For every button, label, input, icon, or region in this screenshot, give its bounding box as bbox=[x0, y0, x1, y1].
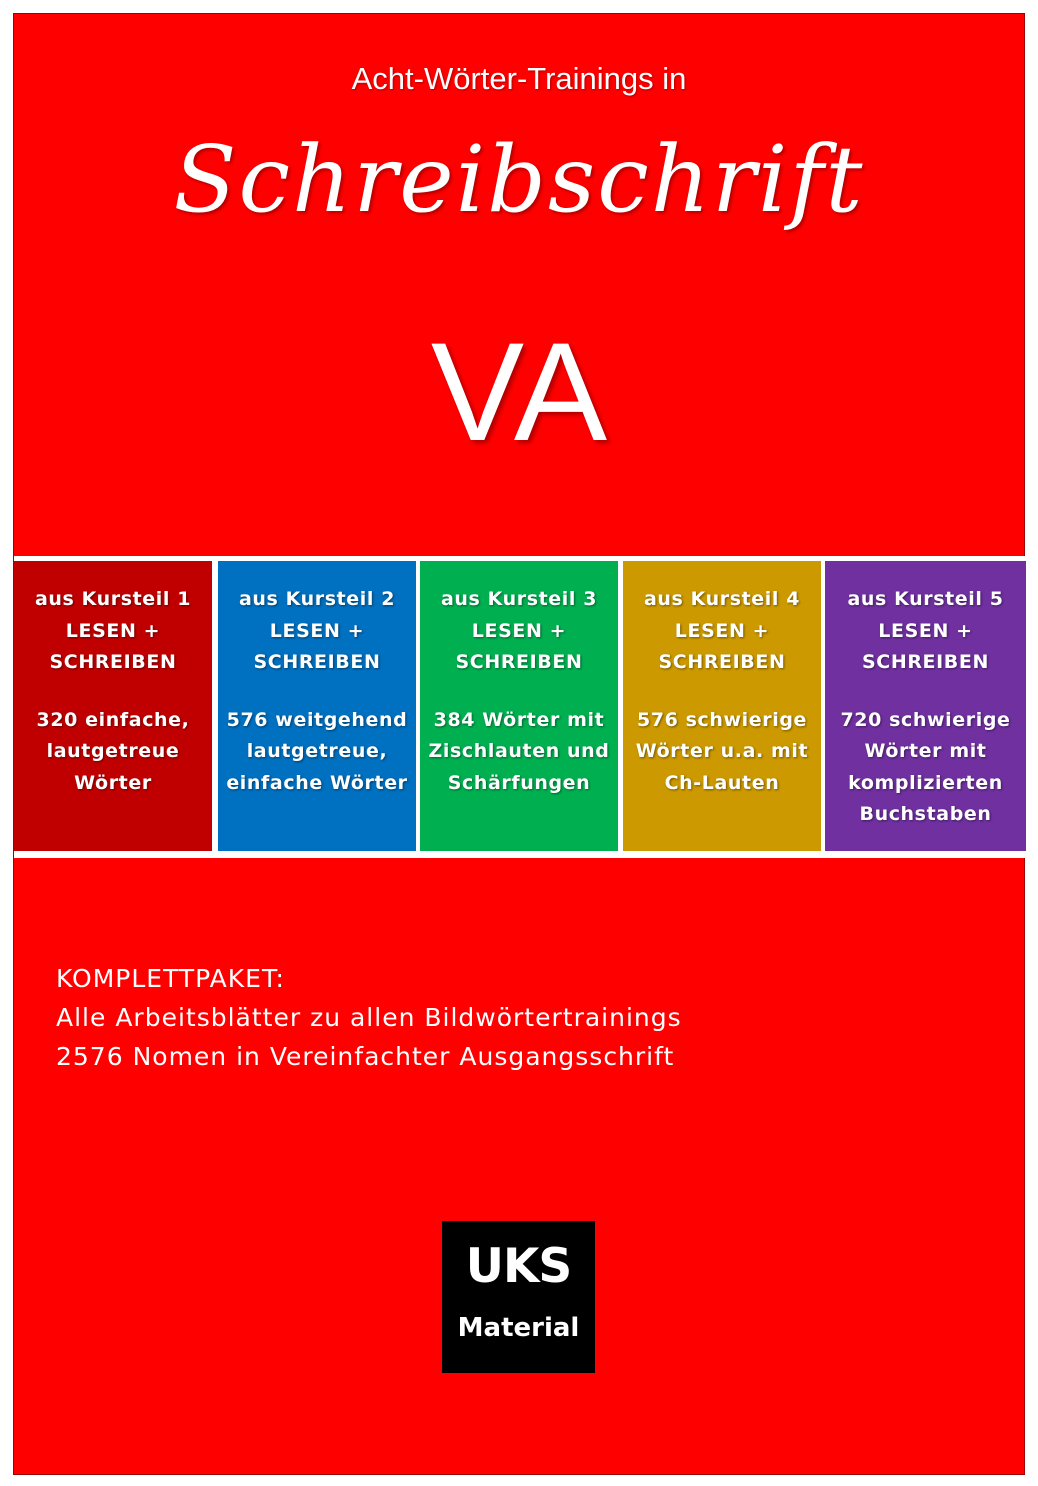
book-cover bbox=[13, 13, 1025, 1475]
course-1-head-line-1: aus Kursteil 1 bbox=[34, 588, 192, 610]
course-1-description bbox=[14, 705, 212, 800]
course-5-head-line-2: LESEN + bbox=[878, 619, 973, 642]
course-2-desc-line-2: lautgetreue, bbox=[246, 740, 388, 762]
publisher-logo bbox=[442, 1221, 595, 1373]
course-5-desc-line-2: Wörter mit bbox=[864, 740, 987, 762]
course-5-head-line-3: SCHREIBEN bbox=[862, 651, 989, 673]
course-tile-1 bbox=[14, 561, 212, 851]
course-5-head-line-1: aus Kursteil 5 bbox=[847, 588, 1004, 610]
course-1-head-line-2: LESEN + bbox=[65, 619, 161, 642]
course-4-desc-line-1: 576 schwierige bbox=[636, 708, 808, 731]
course-3-desc-line-2: Zischlauten und bbox=[428, 740, 610, 762]
course-4-desc-line-2: Wörter u.a. mit bbox=[635, 740, 809, 762]
course-5-desc-line-1: 720 schwierige bbox=[840, 708, 1011, 731]
logo-wordmark: UKS bbox=[465, 1239, 572, 1294]
course-1-desc-line-2: lautgetreue bbox=[46, 740, 180, 762]
course-2-description bbox=[218, 705, 416, 800]
course-4-head-line-3: SCHREIBEN bbox=[658, 651, 786, 673]
course-4-head-line-2: LESEN + bbox=[674, 619, 770, 642]
course-2-desc-line-3: einfache Wörter bbox=[226, 771, 408, 794]
cover-subtitle: Acht-Wörter-Trainings in bbox=[351, 61, 687, 96]
course-4-desc-line-3: Ch-Lauten bbox=[664, 771, 780, 794]
course-5-description bbox=[825, 705, 1026, 831]
course-2-heading bbox=[218, 584, 416, 679]
cover-code: VA bbox=[430, 313, 608, 470]
course-3-desc-line-1: 384 Wörter mit bbox=[433, 708, 605, 731]
course-3-head-line-2: LESEN + bbox=[471, 619, 567, 642]
course-4-heading bbox=[623, 584, 821, 679]
course-4-head-line-1: aus Kursteil 4 bbox=[643, 588, 801, 610]
course-3-description bbox=[420, 705, 618, 800]
course-tile-3 bbox=[420, 561, 618, 851]
course-1-desc-line-3: Wörter bbox=[74, 771, 152, 794]
course-3-desc-line-3: Schärfungen bbox=[447, 771, 591, 794]
course-tile-4 bbox=[623, 561, 821, 851]
course-1-desc-line-1: 320 einfache, bbox=[36, 708, 190, 731]
package-line-1: KOMPLETTPAKET: bbox=[56, 964, 285, 993]
course-3-heading bbox=[420, 584, 618, 679]
package-line-2: Alle Arbeitsblätter zu allen Bildwörtertrainings bbox=[56, 1003, 682, 1032]
course-1-heading bbox=[14, 584, 212, 679]
course-2-desc-line-1: 576 weitgehend bbox=[226, 708, 408, 731]
course-4-description bbox=[623, 705, 821, 800]
course-2-head-line-3: SCHREIBEN bbox=[253, 651, 381, 673]
course-5-desc-line-4: Buchstaben bbox=[859, 803, 992, 825]
course-2-head-line-1: aus Kursteil 2 bbox=[238, 588, 396, 610]
course-3-head-line-3: SCHREIBEN bbox=[455, 651, 583, 673]
course-1-head-line-3: SCHREIBEN bbox=[49, 651, 177, 673]
course-tile-2 bbox=[218, 561, 416, 851]
cover-script-title: Schreibschrift bbox=[173, 126, 865, 233]
package-line-3: 2576 Nomen in Vereinfachter Ausgangsschrift bbox=[56, 1042, 675, 1071]
course-tile-5 bbox=[825, 561, 1026, 851]
logo-subline: Material bbox=[457, 1313, 580, 1343]
course-3-head-line-1: aus Kursteil 3 bbox=[440, 588, 598, 610]
package-description bbox=[56, 959, 682, 1076]
course-band bbox=[14, 556, 1026, 858]
course-5-desc-line-3: komplizierten bbox=[848, 771, 1003, 794]
course-5-heading bbox=[825, 584, 1026, 679]
course-2-head-line-2: LESEN + bbox=[269, 619, 365, 642]
